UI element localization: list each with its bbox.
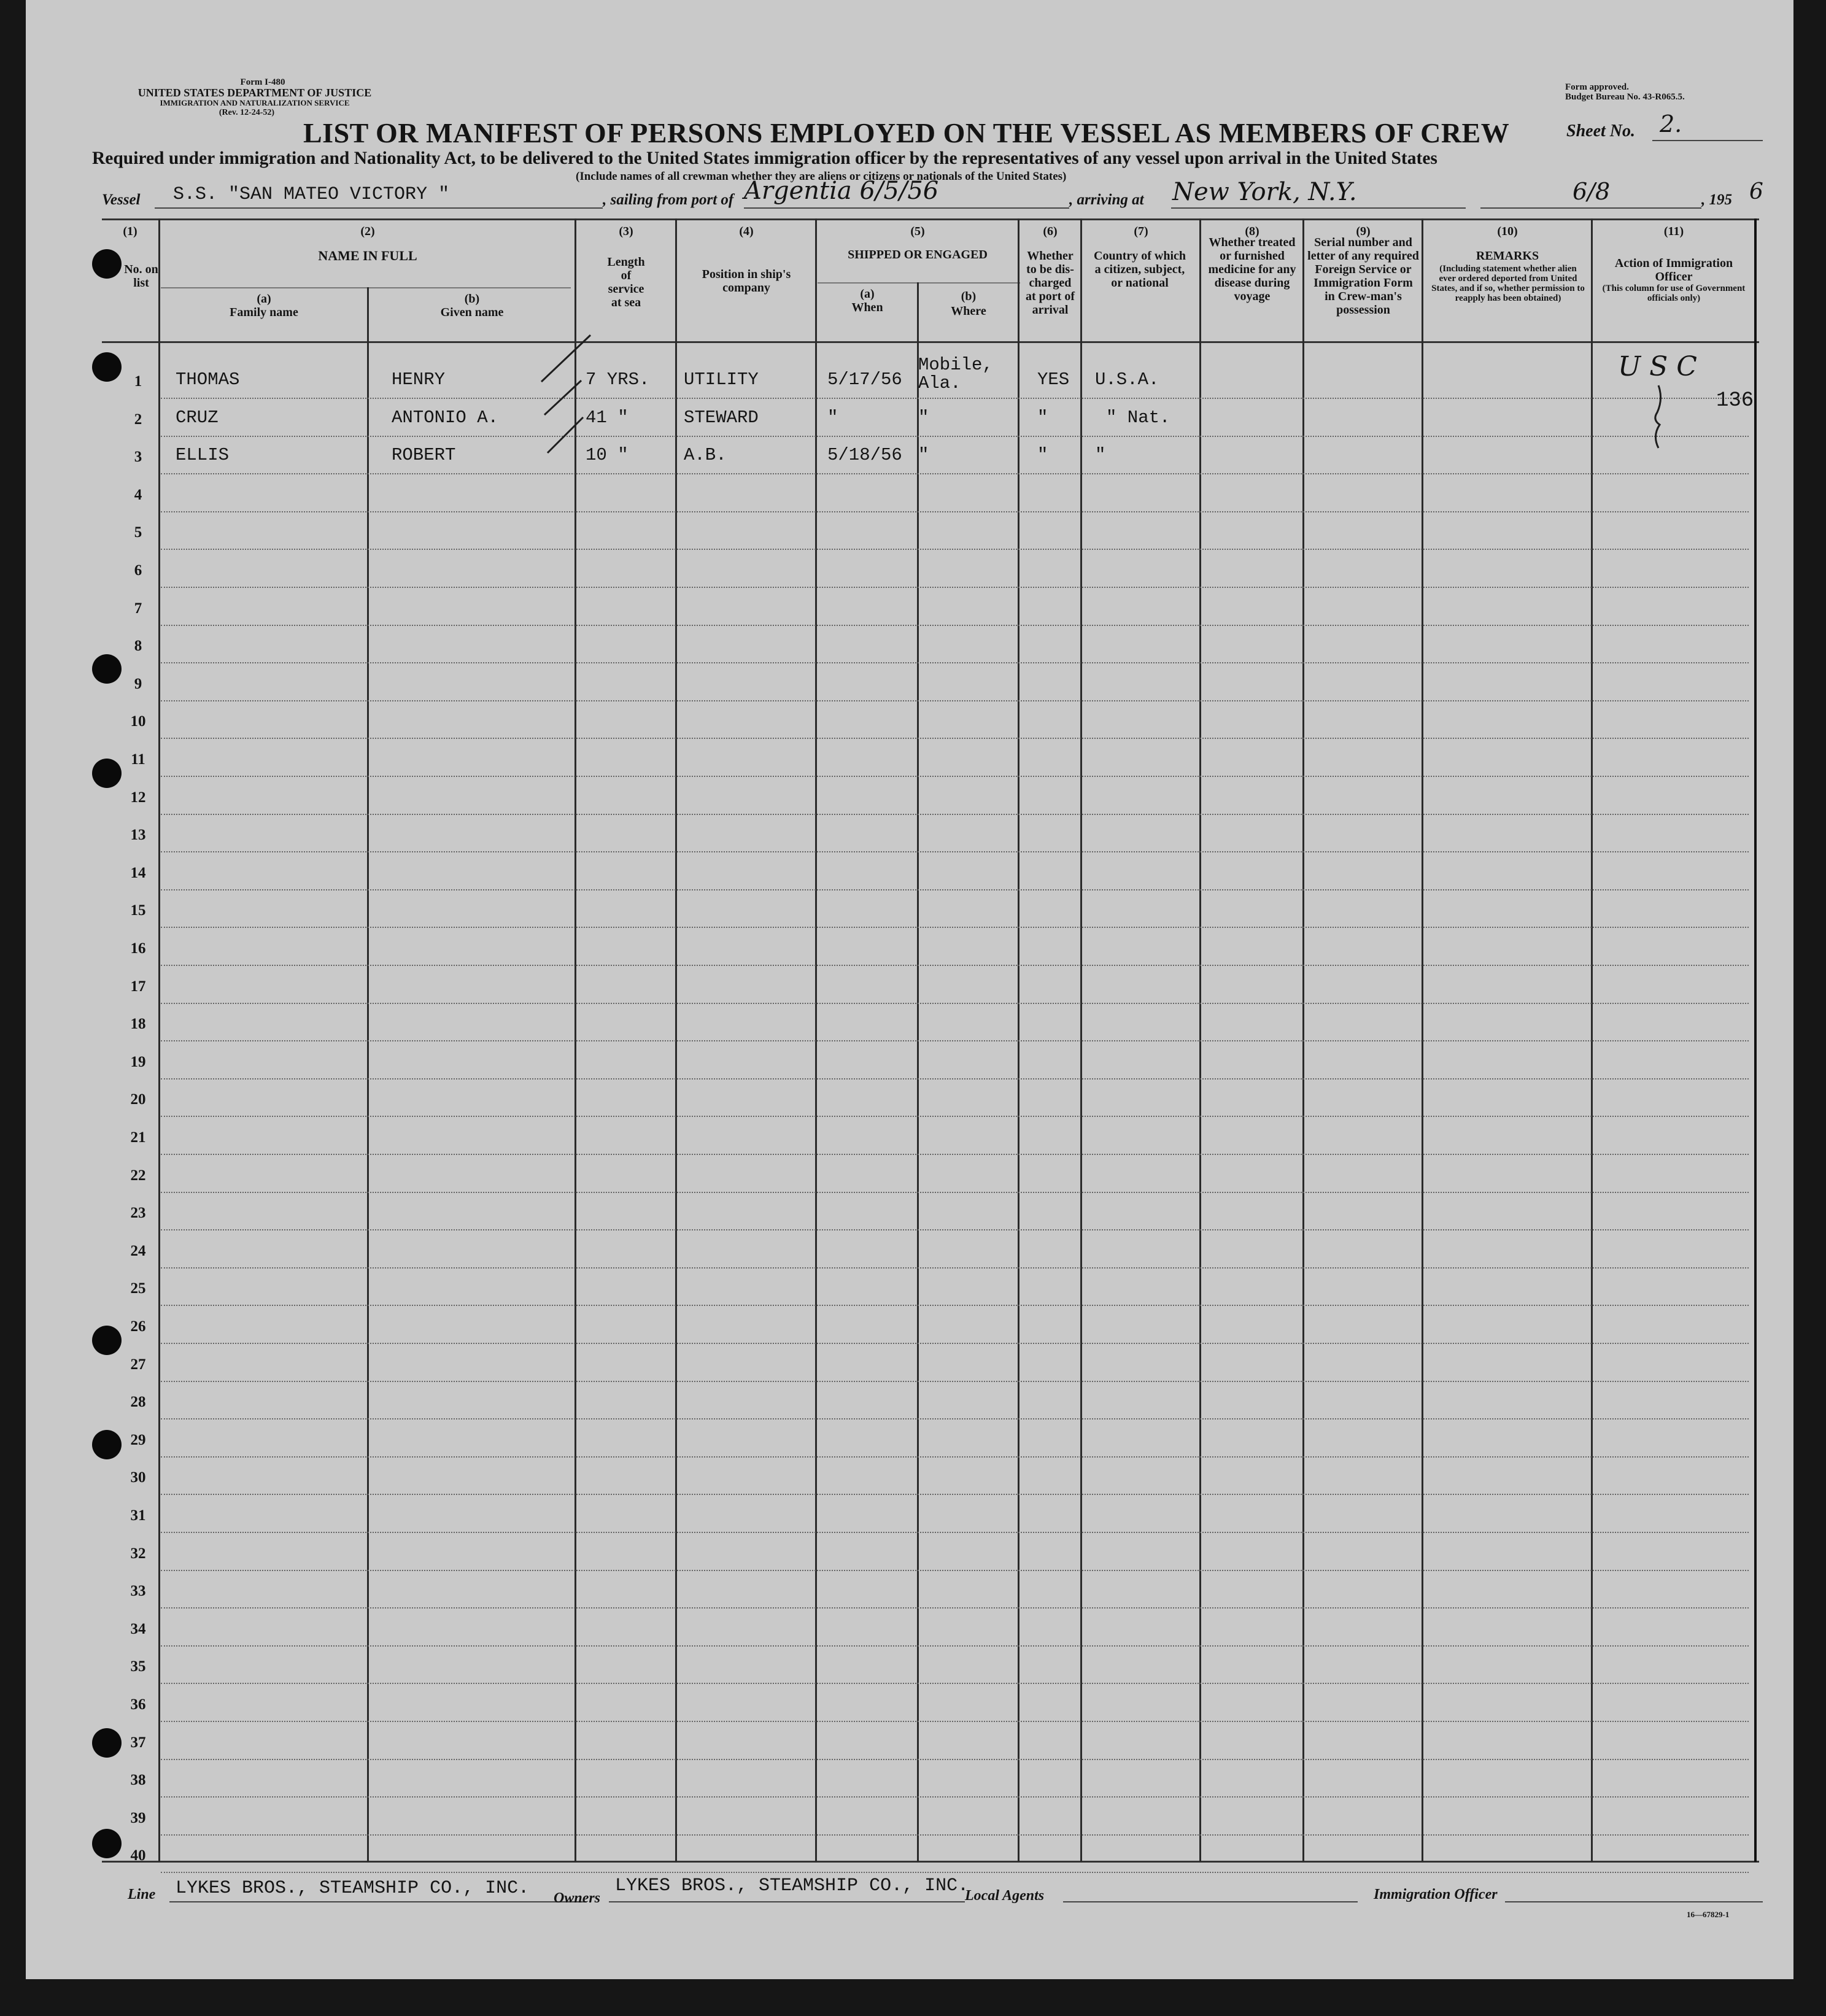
punch-hole bbox=[92, 759, 122, 788]
row-number: 1 bbox=[134, 373, 142, 390]
row-line bbox=[161, 398, 1749, 399]
row-number: 35 bbox=[130, 1658, 146, 1675]
col-divider bbox=[367, 287, 369, 1862]
officer-usc-mark: USC bbox=[1618, 351, 1706, 382]
row-line bbox=[161, 1456, 1749, 1458]
row-line bbox=[161, 700, 1749, 701]
col3-number: (3) bbox=[619, 225, 633, 238]
col4-header: Position in ship's company bbox=[702, 268, 791, 295]
row-line bbox=[161, 1418, 1749, 1419]
col2a-header: Family name bbox=[230, 306, 298, 319]
col-divider bbox=[1754, 218, 1757, 1862]
row-number: 34 bbox=[130, 1620, 146, 1637]
crew-family-cell: CRUZ bbox=[176, 407, 219, 428]
crew-service-cell: 7 YRS. bbox=[586, 369, 650, 390]
row-line bbox=[161, 1494, 1749, 1495]
punch-hole bbox=[92, 1728, 122, 1758]
crew-discharged-cell: " bbox=[1037, 407, 1048, 428]
manifest-sheet bbox=[26, 0, 1793, 1979]
budget-number: Budget Bureau No. 43-R065.5. bbox=[1565, 92, 1685, 102]
row-line bbox=[161, 889, 1749, 890]
year-digit: 6 bbox=[1749, 179, 1763, 204]
officer-number: 136 bbox=[1716, 389, 1754, 412]
agents-underline bbox=[1063, 1901, 1358, 1902]
crew-position-cell: STEWARD bbox=[684, 407, 759, 428]
row-number: 31 bbox=[130, 1507, 146, 1524]
row-line bbox=[161, 1078, 1749, 1079]
footer-code: 16—67829-1 bbox=[1687, 1910, 1730, 1919]
vessel-name: S.S. "SAN MATEO VICTORY " bbox=[173, 184, 450, 205]
row-line bbox=[161, 1154, 1749, 1155]
sheet-number: 2. bbox=[1660, 110, 1682, 137]
row-number: 14 bbox=[130, 864, 146, 881]
sailing-label: , sailing from port of bbox=[603, 191, 734, 208]
service: IMMIGRATION AND NATURALIZATION SERVICE bbox=[160, 98, 350, 107]
officer-underline bbox=[1505, 1901, 1763, 1902]
crew-where-cell: Mobile, Ala. bbox=[918, 355, 993, 393]
row-line bbox=[161, 1040, 1749, 1041]
row-line bbox=[161, 1343, 1749, 1344]
arrival-date: 6/8 bbox=[1573, 178, 1611, 205]
sailing-from: Argentia 6/5/56 bbox=[744, 177, 939, 205]
name-subheader-line bbox=[161, 287, 571, 288]
col10-note: (Including statement whether alien ever ordered deported from United States, and if so, whether permission to reapply has been obtained) bbox=[1431, 264, 1585, 303]
crew-given-cell: HENRY bbox=[392, 369, 446, 390]
page-title: LIST OR MANIFEST OF PERSONS EMPLOYED ON THE VESSEL AS MEMBERS OF CREW bbox=[303, 117, 1510, 149]
row-number: 19 bbox=[130, 1053, 146, 1070]
row-number: 12 bbox=[130, 789, 146, 806]
row-number: 30 bbox=[130, 1469, 146, 1486]
agents-label: Local Agents bbox=[965, 1888, 1045, 1904]
row-line bbox=[161, 1721, 1749, 1722]
col9-header: Serial number and letter of any required Foreign Service or Immigration Form in Crew-man's possession bbox=[1307, 236, 1419, 317]
punch-hole bbox=[92, 1430, 122, 1459]
row-number: 37 bbox=[130, 1734, 146, 1751]
row-number: 17 bbox=[130, 978, 146, 995]
check-marks bbox=[529, 319, 603, 460]
col5b-header: Where bbox=[951, 304, 986, 318]
col2-number: (2) bbox=[360, 225, 375, 238]
row-line bbox=[161, 851, 1749, 852]
approval: Form approved. bbox=[1565, 82, 1629, 92]
row-line bbox=[161, 1116, 1749, 1117]
punch-hole bbox=[92, 1829, 122, 1858]
col2b-letter: (b) bbox=[464, 292, 480, 306]
col5-number: (5) bbox=[910, 225, 925, 238]
owners-value: LYKES BROS., STEAMSHIP CO., INC. bbox=[615, 1875, 969, 1896]
col4-number: (4) bbox=[739, 225, 754, 238]
crew-family-cell: THOMAS bbox=[176, 369, 240, 390]
row-number: 10 bbox=[130, 713, 146, 730]
row-number: 16 bbox=[130, 940, 146, 957]
year-label: , 195 bbox=[1701, 191, 1732, 208]
row-line bbox=[161, 625, 1749, 626]
crew-country-cell: U.S.A. bbox=[1095, 369, 1159, 390]
note: (Include names of all crewman whether they are aliens or citizens or nationals of the United States) bbox=[576, 170, 1067, 183]
row-number: 2 bbox=[134, 411, 142, 428]
row-line bbox=[161, 662, 1749, 663]
row-line bbox=[161, 1834, 1749, 1836]
crew-discharged-cell: " bbox=[1037, 445, 1048, 466]
col2b-header: Given name bbox=[440, 306, 504, 319]
row-number: 20 bbox=[130, 1091, 146, 1108]
col5b-letter: (b) bbox=[961, 290, 977, 303]
row-number: 6 bbox=[134, 562, 142, 579]
crew-service-cell: 10 " bbox=[586, 445, 629, 466]
row-line bbox=[161, 1759, 1749, 1760]
row-line bbox=[161, 1305, 1749, 1306]
col7-header: Country of which a citizen, subject, or national bbox=[1094, 249, 1186, 290]
col11-header: Action of Immigration Officer bbox=[1614, 257, 1733, 284]
table-top-border bbox=[102, 218, 1759, 220]
owners-underline bbox=[609, 1901, 965, 1902]
line-label: Line bbox=[128, 1887, 156, 1902]
punch-hole bbox=[92, 654, 122, 684]
crew-when-cell: " bbox=[827, 407, 838, 428]
row-number: 26 bbox=[130, 1318, 146, 1335]
col11-note: (This column for use of Government officials only) bbox=[1602, 284, 1746, 303]
row-number: 21 bbox=[130, 1129, 146, 1146]
row-number: 22 bbox=[130, 1167, 146, 1184]
row-line bbox=[161, 436, 1749, 437]
subtitle: Required under immigration and Nationality Act, to be delivered to the United States immigration officer by the representatives of any vessel upon arrival in the United States bbox=[92, 149, 1437, 168]
col10-header: REMARKS bbox=[1476, 249, 1539, 263]
col2-header: NAME IN FULL bbox=[318, 248, 417, 263]
arriving-at: New York, N.Y. bbox=[1172, 178, 1357, 206]
row-number: 4 bbox=[134, 486, 142, 503]
row-line bbox=[161, 1683, 1749, 1684]
crew-given-cell: ROBERT bbox=[392, 445, 456, 466]
col6-number: (6) bbox=[1043, 225, 1058, 238]
row-number: 5 bbox=[134, 524, 142, 541]
row-number: 38 bbox=[130, 1772, 146, 1789]
col-divider bbox=[917, 282, 919, 1862]
col5a-header: When bbox=[851, 301, 883, 314]
col11-number: (11) bbox=[1663, 225, 1684, 238]
row-line bbox=[161, 965, 1749, 966]
row-line bbox=[161, 1229, 1749, 1230]
row-line bbox=[161, 738, 1749, 739]
crew-position-cell: A.B. bbox=[684, 445, 727, 466]
punch-hole bbox=[92, 352, 122, 382]
col7-number: (7) bbox=[1134, 225, 1148, 238]
row-number: 25 bbox=[130, 1280, 146, 1297]
row-number: 27 bbox=[130, 1356, 146, 1373]
row-number: 8 bbox=[134, 638, 142, 655]
row-number: 7 bbox=[134, 600, 142, 617]
vessel-label: Vessel bbox=[102, 191, 141, 208]
row-number: 28 bbox=[130, 1394, 146, 1411]
col1-header: No. on list bbox=[124, 263, 158, 290]
row-number: 18 bbox=[130, 1016, 146, 1033]
col10-number: (10) bbox=[1497, 225, 1518, 238]
row-number: 29 bbox=[130, 1431, 146, 1448]
col5a-letter: (a) bbox=[860, 287, 875, 301]
row-number: 40 bbox=[130, 1847, 146, 1864]
col8-number: (8) bbox=[1245, 225, 1259, 238]
arriving-label: , arriving at bbox=[1069, 191, 1144, 208]
crew-service-cell: 41 " bbox=[586, 407, 629, 428]
crew-family-cell: ELLIS bbox=[176, 445, 230, 466]
crew-when-cell: 5/18/56 bbox=[827, 445, 902, 466]
form-number: Form I-480 bbox=[240, 77, 285, 87]
crew-given-cell: ANTONIO A. bbox=[392, 407, 499, 428]
col2a-letter: (a) bbox=[257, 292, 271, 306]
row-number: 13 bbox=[130, 827, 146, 844]
department: UNITED STATES DEPARTMENT OF JUSTICE bbox=[137, 87, 372, 99]
shipped-subheader-line bbox=[818, 282, 1020, 284]
row-number: 9 bbox=[134, 675, 142, 692]
row-line bbox=[161, 1267, 1749, 1269]
row-line bbox=[161, 1381, 1749, 1382]
row-line bbox=[161, 1192, 1749, 1193]
col6-header: Whether to be dis-charged at port of arrival bbox=[1026, 249, 1075, 317]
row-number: 15 bbox=[130, 902, 146, 919]
line-value: LYKES BROS., STEAMSHIP CO., INC. bbox=[176, 1878, 530, 1899]
officer-bracket-mark bbox=[1646, 380, 1683, 460]
crew-country-cell: " bbox=[1095, 445, 1106, 466]
col-divider bbox=[158, 218, 160, 1862]
line-underline bbox=[169, 1901, 587, 1902]
date-underline bbox=[1480, 207, 1701, 209]
row-line bbox=[161, 814, 1749, 815]
row-line bbox=[161, 1532, 1749, 1533]
row-number: 3 bbox=[134, 449, 142, 466]
row-line bbox=[161, 1570, 1749, 1571]
table-bottom-border bbox=[102, 1861, 1759, 1863]
col5-header: SHIPPED OR ENGAGED bbox=[848, 248, 988, 261]
row-line bbox=[161, 549, 1749, 550]
row-number: 24 bbox=[130, 1242, 146, 1259]
sheet-label: Sheet No. bbox=[1566, 122, 1635, 141]
vessel-underline bbox=[155, 207, 603, 209]
row-number: 39 bbox=[130, 1809, 146, 1826]
crew-where-cell: " bbox=[918, 445, 929, 466]
arriving-underline bbox=[1171, 207, 1466, 209]
row-line bbox=[161, 1645, 1749, 1647]
col1-number: (1) bbox=[123, 225, 137, 238]
officer-label: Immigration Officer bbox=[1374, 1887, 1498, 1902]
row-number: 11 bbox=[131, 751, 145, 768]
row-line bbox=[161, 927, 1749, 928]
crew-discharged-cell: YES bbox=[1037, 369, 1070, 390]
crew-position-cell: UTILITY bbox=[684, 369, 759, 390]
row-line bbox=[161, 587, 1749, 588]
row-line bbox=[161, 473, 1749, 474]
header-bottom-border bbox=[102, 341, 1759, 343]
sheet-underline bbox=[1652, 140, 1763, 141]
crew-country-cell: " Nat. bbox=[1106, 407, 1170, 428]
row-line bbox=[161, 1003, 1749, 1004]
punch-hole bbox=[92, 249, 122, 279]
col9-number: (9) bbox=[1356, 225, 1371, 238]
crew-where-cell: " bbox=[918, 407, 929, 428]
col8-header: Whether treated or furnished medicine for any disease during voyage bbox=[1208, 236, 1296, 303]
col3-header: Length of service at sea bbox=[607, 255, 645, 309]
punch-hole bbox=[92, 1326, 122, 1355]
row-number: 32 bbox=[130, 1545, 146, 1562]
row-line bbox=[161, 1872, 1749, 1873]
owners-label: Owners bbox=[554, 1890, 601, 1906]
row-line bbox=[161, 1796, 1749, 1798]
row-line bbox=[161, 776, 1749, 777]
row-line bbox=[161, 1607, 1749, 1609]
sailing-underline bbox=[744, 207, 1069, 209]
row-line bbox=[161, 511, 1749, 512]
row-number: 23 bbox=[130, 1205, 146, 1222]
crew-when-cell: 5/17/56 bbox=[827, 369, 902, 390]
row-number: 33 bbox=[130, 1583, 146, 1600]
revision: (Rev. 12-24-52) bbox=[219, 108, 275, 117]
row-number: 36 bbox=[130, 1696, 146, 1713]
